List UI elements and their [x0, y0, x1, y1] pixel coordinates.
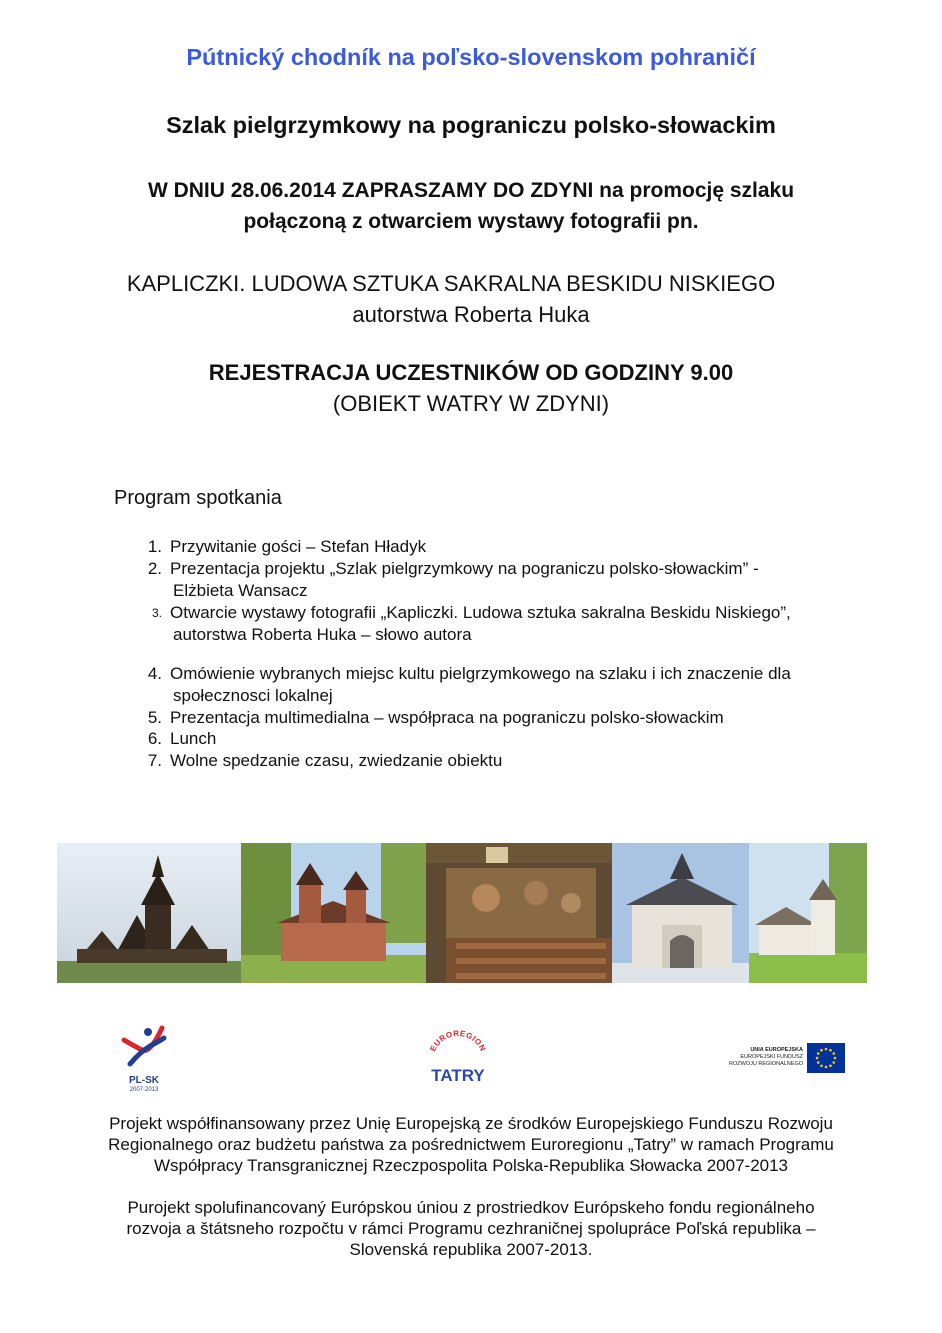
program-item-continuation: społecznosci lokalnej	[173, 686, 333, 705]
plsk-years: 2007-2013	[129, 1087, 159, 1093]
eu-star	[832, 1061, 835, 1064]
program-item-text	[170, 728, 890, 750]
program-item-number: 7.	[147, 751, 162, 770]
eu-star	[832, 1052, 835, 1055]
program-item-line: Omówienie wybranych miejsc kultu pielgrzymkowego na szlaku i ich znaczenie dla	[170, 664, 791, 683]
invitation-line-2: połączoną z otwarciem wystawy fotografii pn.	[243, 210, 699, 233]
photo-church-meadow	[749, 843, 867, 983]
eu-fund-text	[725, 1047, 803, 1068]
exhibition-title	[0, 268, 942, 330]
program-item-continuation: Elżbieta Wansacz	[173, 581, 308, 600]
program-item-text	[170, 536, 890, 558]
funding-pl-line-1: Projekt współfinansowany przez Unię Europejską ze środków Europejskiego Funduszu Rozwoju	[109, 1114, 833, 1133]
registration-line-1: REJESTRACJA UCZESTNIKÓW OD GODZINY 9.00	[208, 360, 734, 385]
funding-sk-line-3: Slovenská republika 2007-2013.	[349, 1240, 593, 1259]
program-item-number: 4.	[147, 664, 162, 683]
eu-fund-logo	[725, 1043, 847, 1077]
invitation-text	[0, 175, 942, 237]
plsk-label: PL-SK	[129, 1075, 159, 1086]
program-item-text	[170, 707, 890, 729]
eu-star	[825, 1048, 828, 1051]
eu-star	[825, 1066, 828, 1069]
program-item-number: 5.	[147, 708, 162, 727]
funding-sk-line-1: Purojekt spolufinancovaný Európskou úniou z prostriedkov Európskeho fondu regionálneho	[127, 1198, 815, 1217]
photo-church-interior	[426, 843, 612, 983]
program-item-text	[170, 558, 890, 602]
eu-star	[829, 1049, 832, 1052]
plsk-program-logo	[116, 1020, 172, 1093]
funding-pl-line-3: Współpracy Transgranicznej Rzeczpospolita Polska-Republika Słowacka 2007-2013	[153, 1156, 789, 1175]
funding-note-polish	[0, 1113, 942, 1176]
funding-note-slovak	[0, 1197, 942, 1260]
program-item-line: Prezentacja projektu „Szlak pielgrzymkowy na pograniczu polsko-słowackim” -	[170, 559, 759, 578]
program-item-line: Prezentacja multimedialna – współpraca na pograniczu polsko-słowackim	[170, 708, 724, 727]
eu-star	[817, 1052, 820, 1055]
eu-star	[816, 1057, 819, 1060]
program-item-text	[170, 750, 890, 772]
title-slovak: Pútnický chodník na poľsko-slovenskom pohraničí	[186, 44, 756, 70]
eu-line-2: EUROPEJSKI FUNDUSZ	[740, 1054, 803, 1060]
eu-star	[820, 1049, 823, 1052]
title-polish: Szlak pielgrzymkowy na pograniczu polsko-słowackim	[166, 112, 776, 138]
program-item-number: 3.	[151, 606, 162, 620]
tatry-arc-text: EUROREGION	[428, 1028, 488, 1053]
registration-info	[0, 357, 942, 419]
photo-strip	[57, 843, 867, 983]
funding-pl-line-2: Regionalnego oraz budżetu państwa za pośrednictwem Euroregionu „Tatry” w ramach Programu	[108, 1135, 834, 1154]
program-item-continuation: autorstwa Roberta Huka – słowo autora	[173, 625, 472, 644]
funding-sk-line-2: rozvoja a štátsneho rozpočtu v rámci Programu cezhraničnej spolupráce Poľská republika –	[126, 1219, 816, 1238]
program-item-number: 1.	[147, 537, 162, 556]
eu-flag-icon	[807, 1043, 845, 1073]
program-item-number: 6.	[147, 729, 162, 748]
euroregion-tatry-logo	[423, 1023, 493, 1093]
eu-line-3: ROZWOJU REGIONALNEGO	[729, 1061, 803, 1067]
exhibition-line-2: autorstwa Roberta Huka	[352, 302, 590, 327]
program-item-text	[170, 663, 890, 707]
photo-red-church	[241, 843, 426, 983]
program-item-line: Otwarcie wystawy fotografii „Kapliczki. Ludowa sztuka sakralna Beskidu Niskiego”,	[170, 603, 791, 622]
program-item-line: Lunch	[170, 729, 217, 748]
photo-white-chapel	[612, 843, 749, 983]
tatry-text: TATRY	[431, 1066, 485, 1085]
eu-star	[829, 1064, 832, 1067]
exhibition-line-1: KAPLICZKI. LUDOWA SZTUKA SAKRALNA BESKIDU NISKIEGO	[126, 271, 776, 296]
photo-wooden-church-dark	[57, 843, 241, 983]
eu-line-1: UNIA EUROPEJSKA	[750, 1047, 803, 1053]
plsk-figure-icon	[116, 1020, 172, 1070]
eu-star	[820, 1064, 823, 1067]
program-item-line: Wolne spedzanie czasu, zwiedzanie obiektu	[170, 751, 503, 770]
program-item-text	[170, 602, 890, 646]
program-item-number: 2.	[147, 559, 162, 578]
program-item-line: Przywitanie gości – Stefan Hładyk	[170, 537, 427, 556]
invitation-line-1: W DNIU 28.06.2014 ZAPRASZAMY DO ZDYNI na promocję szlaku	[147, 179, 795, 202]
eu-star	[834, 1057, 837, 1060]
registration-line-2: (OBIEKT WATRY W ZDYNI)	[332, 391, 610, 416]
program-heading: Program spotkania	[114, 487, 282, 509]
eu-star	[817, 1061, 820, 1064]
